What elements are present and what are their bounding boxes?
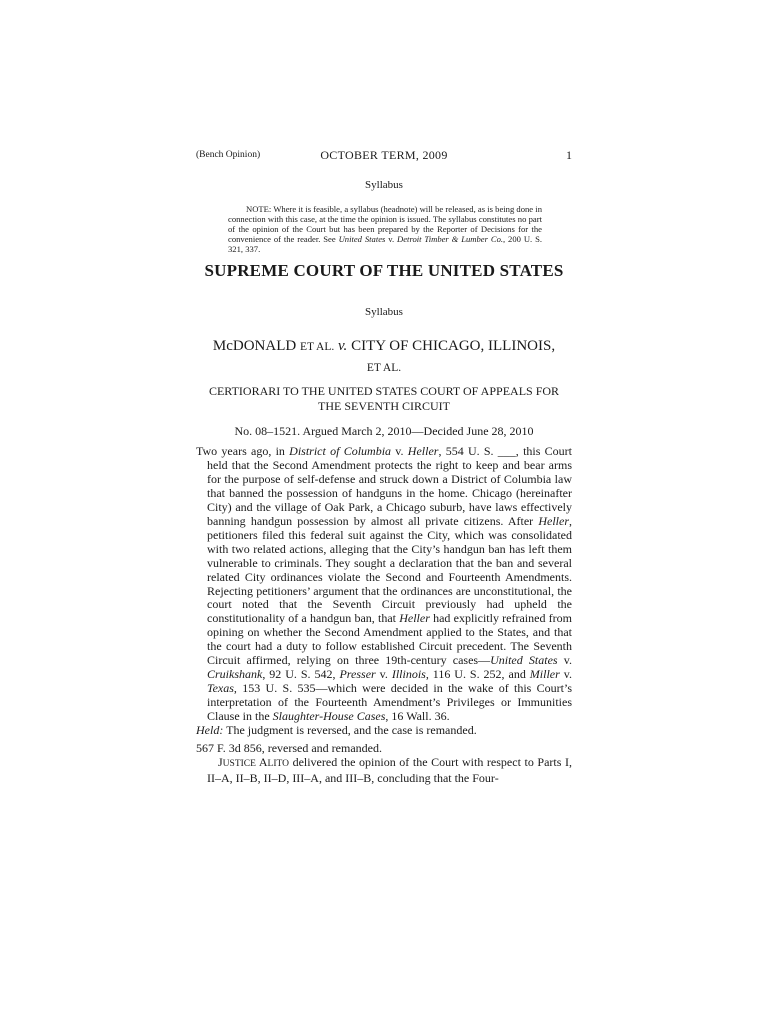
citation-line: 567 F. 3d 856, reversed and remanded. [196, 741, 382, 756]
reporter-note: NOTE: Where it is feasible, a syllabus (headnote) will be released, as is being done in connection with this case, at the time the opinion is issued. The syllabus constitutes no part of the opinion of the Court but has been prepared by the Reporter of Decisions for the convenience of the reader. See United States v. Detroit Timber & Lumber Co., 200 U. S. 321, 337. [228, 204, 542, 254]
page-header [196, 148, 572, 164]
case-name: McDONALD ET AL. v. CITY OF CHICAGO, ILLINOIS, ET AL. [212, 338, 556, 374]
term-label: OCTOBER TERM, 2009 [320, 148, 448, 162]
court-name: SUPREME COURT OF THE UNITED STATES [204, 261, 564, 280]
page-number: 1 [566, 148, 572, 162]
docket-line: No. 08–1521. Argued March 2, 2010—Decided June 28, 2010 [234, 424, 534, 438]
syllabus-body [196, 445, 572, 786]
syllabus-heading-2: Syllabus [365, 306, 403, 318]
bench-opinion-label: (Bench Opinion) [196, 150, 261, 160]
alito-paragraph: JUSTICE ALITO delivered the opinion of the Court with respect to Parts I, II–A, II–B, II–D, III–A, and III–B, concluding that the Four- [207, 754, 572, 785]
held-line: Held: The judgment is reversed, and the case is remanded. [196, 723, 477, 738]
certiorari-line: CERTIORARI TO THE UNITED STATES COURT OF APPEALS FOR THE SEVENTH CIRCUIT [208, 384, 560, 413]
paragraph-background: Two years ago, in District of Columbia v. Heller, 554 U. S. ___, this Court held that the Second Amendment protects the right to keep and bear arms for the purpose of self-defense and struck down a District of Columbia law that banned the possession of handguns in the home. Chicago (hereinafter City) and the village of Oak Park, a Chicago suburb, have laws effectively banning handgun possession by almost all private citizens. After Heller, petitioners filed this federal suit against the City, which was consolidated with two related actions, alleging that the City’s handgun ban has left them vulnerable to criminals. They sought a declaration that the ban and several related City ordinances violate the Second and Fourteenth Amendments. Rejecting petitioners’ argument that the ordinances are unconstitutional, the court noted that the Seventh Circuit previously had upheld the constitutionality of a handgun ban, that Heller had explicitly refrained from opining on whether the Second Amendment applied to the States, and that the court had a duty to follow established Circuit precedent. The Seventh Circuit affirmed, relying on three 19th-century cases—United States v. Cruikshank, 92 U. S. 542, Presser v. Illinois, 116 U. S. 252, and Miller v. Texas, 153 U. S. 535—which were decided in the wake of this Court’s interpretation of the Fourteenth Amendment’s Privileges or Immunities Clause in the Slaughter-House Cases, 16 Wall. 36. [196, 444, 573, 724]
syllabus-heading: Syllabus [365, 179, 403, 191]
